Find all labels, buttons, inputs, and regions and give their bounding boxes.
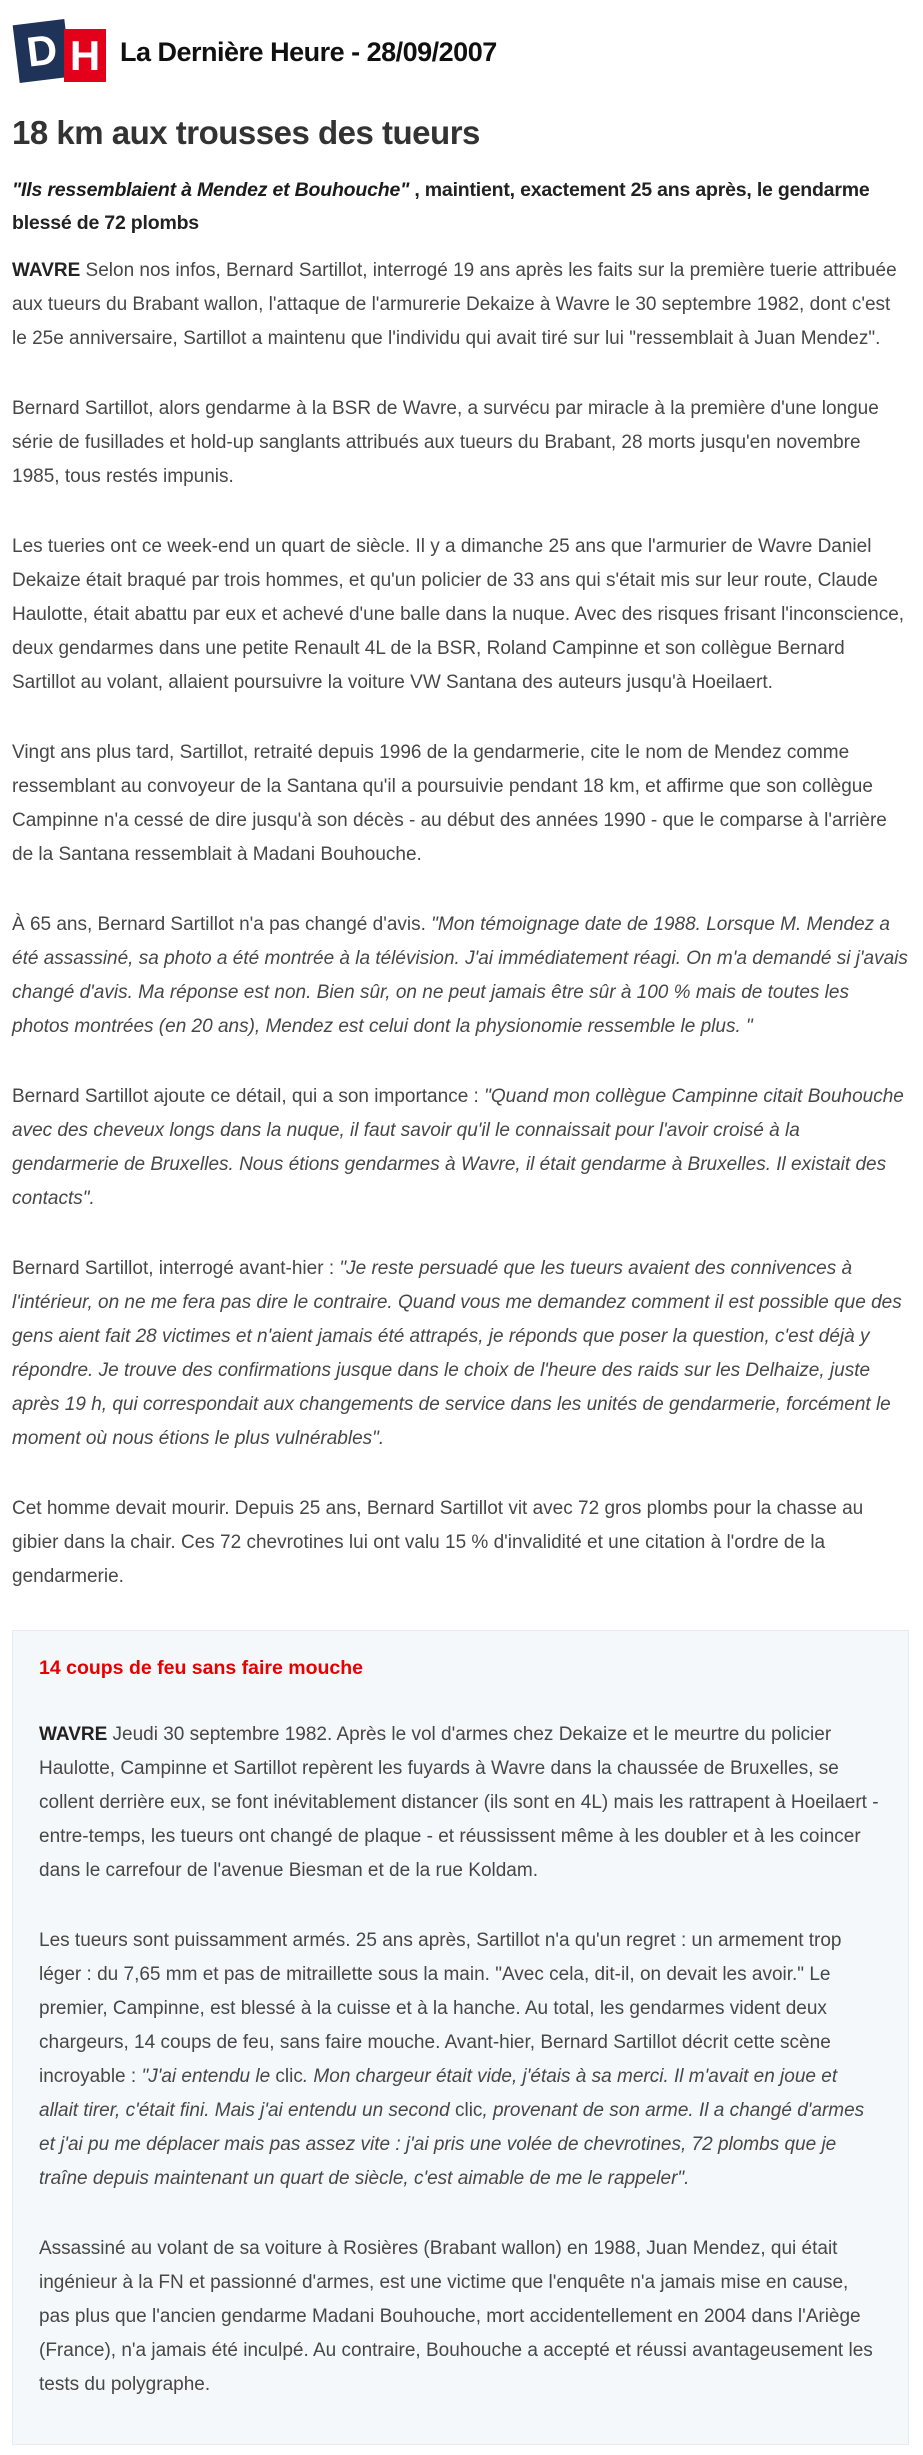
text-segment: . Mon chargeur était vide, j'étais à sa merci. Il m'avait en joue et allait tirer, c'était fini. Mais j'ai entendu un second bbox=[39, 2066, 838, 2121]
text-segment: Bernard Sartillot ajoute ce détail, qui a son importance : bbox=[12, 1086, 485, 1107]
masthead-header bbox=[14, 20, 909, 84]
logo-h-tile: H bbox=[64, 29, 106, 82]
paragraph bbox=[39, 1924, 880, 2196]
text-segment: Cet homme devait mourir. Depuis 25 ans, Bernard Sartillot vit avec 72 gros plombs pour la chasse au gibier dans la chair. Ces 72 chevrotines lui ont valu 15 % d'invalidité et une citation à l'ordre de la gendarmerie. bbox=[12, 1498, 864, 1587]
text-segment: WAVRE bbox=[12, 260, 81, 281]
text-segment: Bernard Sartillot, interrogé avant-hier : bbox=[12, 1258, 340, 1279]
dh-logo-icon bbox=[14, 20, 101, 84]
paragraph bbox=[12, 530, 909, 700]
logo-d-tile: D bbox=[13, 19, 72, 83]
text-segment: , provenant de son arme. Il a changé d'armes et j'ai pu me déplacer mais pas assez vite : j'ai pris une volée de chevrotines, 72 plombs que je traîne depuis maintenant un quart de siècle, c'est aimable de me le rappeler". bbox=[39, 2100, 865, 2189]
text-segment: "Ils ressemblaient à Mendez et Bouhouche" bbox=[12, 179, 410, 201]
text-segment: "Je reste persuadé que les tueurs avaient des connivences à l'intérieur, on ne me fera pas dire le contraire. Quand vous me demandez comment il est possible que des gens aient fait 28 victimes et n'aient jamais été attrapés, je réponds que poser la question, c'est déjà y répondre. Je trouve des confirmations jusque dans le choix de l'heure des raids sur les Delhaize, juste après 19 h, qui correspondait aux changements de service dans les unités de gendarmerie, forcément le moment où nous étions le plus vulnérables". bbox=[12, 1258, 902, 1449]
inset-box bbox=[12, 1630, 909, 2445]
paragraph bbox=[12, 1080, 909, 1216]
text-segment: Bernard Sartillot, alors gendarme à la BSR de Wavre, a survécu par miracle à la première d'une longue série de fusillades et hold-up sanglants attribués aux tueurs du Brabant, 28 morts jusqu'en novembre 1985, tous restés impunis. bbox=[12, 398, 879, 487]
paragraph bbox=[12, 908, 909, 1044]
text-segment: Les tueurs sont puissamment armés. 25 ans après, Sartillot n'a qu'un regret : un armement trop léger : du 7,65 mm et pas de mitraillette sous la main. "Avec cela, dit-il, on devait les avoir." Le premier, Campinne, est blessé à la cuisse et à la hanche. Au total, les gendarmes vident deux chargeurs, 14 coups de feu, sans faire mouche. Avant-hier, Bernard Sartillot décrit cette scène incroyable : bbox=[39, 1930, 842, 2087]
text-segment: WAVRE bbox=[39, 1724, 108, 1745]
paragraph bbox=[12, 1252, 909, 1456]
paragraph bbox=[39, 2232, 880, 2402]
text-segment: Jeudi 30 septembre 1982. Après le vol d'armes chez Dekaize et le meurtre du policier Haulotte, Campinne et Sartillot repèrent les fuyards à Wavre dans la chaussée de Bruxelles, se collent derrière eux, se font inévitablement distancer (ils sont en 4L) mais les rattrapent à Hoeilaert - entre-temps, les tueurs ont changé de plaque - et réussissent même à les doubler et à les coincer dans le carrefour de l'avenue Biesman et de la rue Koldam. bbox=[39, 1724, 879, 1881]
paragraph bbox=[12, 254, 909, 356]
paragraph bbox=[39, 1718, 880, 1888]
text-segment: "Quand mon collègue Campinne citait Bouhouche avec des cheveux longs dans la nuque, il faut savoir qu'il le connaissait pour l'avoir croisé à la gendarmerie de Bruxelles. Nous étions gendarmes à Wavre, il était gendarme à Bruxelles. Il existait des contacts". bbox=[12, 1086, 904, 1209]
text-segment: À 65 ans, Bernard Sartillot n'a pas changé d'avis. bbox=[12, 914, 432, 935]
text-segment: Selon nos infos, Bernard Sartillot, interrogé 19 ans après les faits sur la première tuerie attribuée aux tueurs du Brabant wallon, l'attaque de l'armurerie Dekaize à Wavre le 30 septembre 1982, dont c'est le 25e anniversaire, Sartillot a maintenu que l'individu qui avait tiré sur lui "ressemblait à Juan Mendez". bbox=[12, 260, 897, 349]
paragraph bbox=[12, 1492, 909, 1594]
page-title: 18 km aux trousses des tueurs bbox=[12, 114, 480, 151]
text-segment: clic bbox=[454, 2100, 483, 2121]
masthead-title: La Dernière Heure - 28/09/2007 bbox=[120, 36, 497, 67]
article-subtitle bbox=[12, 174, 909, 240]
paragraph bbox=[12, 392, 909, 494]
text-segment: "J'ai entendu le bbox=[141, 2066, 276, 2087]
text-segment: "Mon témoignage date de 1988. Lorsque M. Mendez a été assassiné, sa photo a été montrée à la télévision. J'ai immédiatement réagi. On m'a demandé si j'avais changé d'avis. Ma réponse est non. Bien sûr, on ne peut jamais être sûr à 100 % mais de toutes les photos montrées (en 20 ans), Mendez est celui dont la physionomie ressemble le plus. " bbox=[12, 914, 908, 1037]
text-segment: , maintient, exactement 25 ans après, le gendarme blessé de 72 plombs bbox=[12, 179, 870, 234]
paragraph bbox=[12, 736, 909, 872]
text-segment: Assassiné au volant de sa voiture à Rosières (Brabant wallon) en 1988, Juan Mendez, qui était ingénieur à la FN et passionné d'armes, est une victime que l'enquête n'a jamais mise en cause, pas plus que l'ancien gendarme Madani Bouhouche, mort accidentellement en 2004 dans l'Ariège (France), n'a jamais été inculpé. Au contraire, Bouhouche a accepté et réussi avantageusement les tests du polygraphe. bbox=[39, 2238, 873, 2395]
text-segment: Vingt ans plus tard, Sartillot, retraité depuis 1996 de la gendarmerie, cite le nom de Mendez comme ressemblant au convoyeur de la Santana qu'il a poursuivie pendant 18 km, et affirme que son collègue Campinne n'a cessé de dire jusqu'à son décès - au début des années 1990 - que le comparse à l'arrière de la Santana ressemblait à Madani Bouhouche. bbox=[12, 742, 887, 865]
text-segment: Les tueries ont ce week-end un quart de siècle. Il y a dimanche 25 ans que l'armurier de Wavre Daniel Dekaize était braqué par trois hommes, et qu'un policier de 33 ans qui s'était mis sur leur route, Claude Haulotte, était abattu par eux et achevé d'une balle dans la nuque. Avec des risques frisant l'inconscience, deux gendarmes dans une petite Renault 4L de la BSR, Roland Campinne et son collègue Bernard Sartillot au volant, allaient poursuivre la voiture VW Santana des auteurs jusqu'à Hoeilaert. bbox=[12, 536, 905, 693]
text-segment: clic bbox=[275, 2066, 303, 2087]
inset-box-heading: 14 coups de feu sans faire mouche bbox=[39, 1657, 364, 1679]
paragraph bbox=[12, 174, 909, 240]
article-body bbox=[12, 254, 909, 1594]
inset-box-body bbox=[39, 1718, 880, 2402]
